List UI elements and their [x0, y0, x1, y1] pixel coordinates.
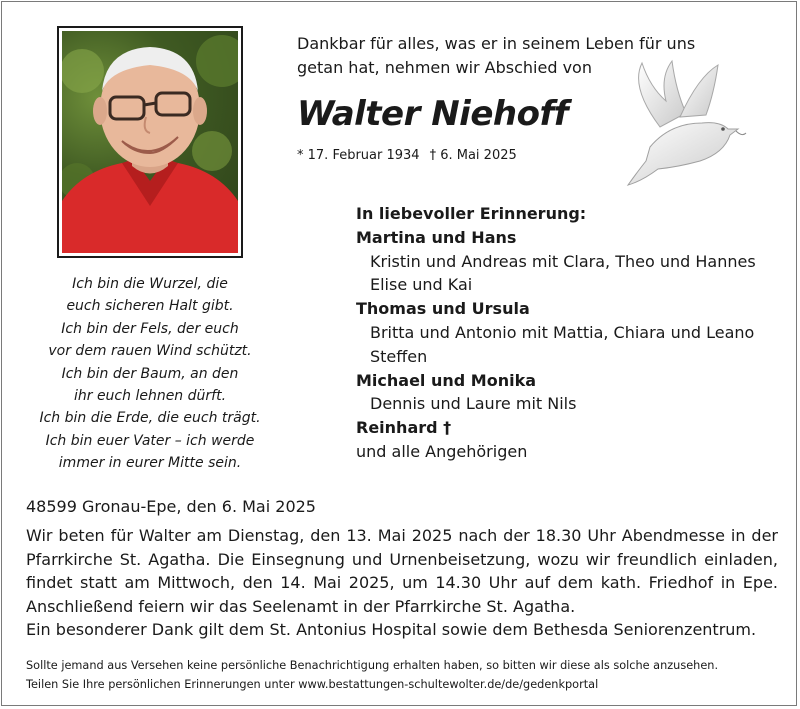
footer-line: Teilen Sie Ihre persönlichen Erinnerungen unter www.bestattungen-schultewolter.de/de/gedenkportal	[26, 678, 599, 691]
family-children: Steffen	[370, 346, 428, 366]
poem-line: Ich bin der Fels, der euch	[61, 320, 239, 337]
portrait-photo	[62, 31, 238, 253]
family-member: Reinhard †	[356, 418, 452, 438]
poem-line: ihr euch lehnen dürft.	[73, 388, 227, 405]
portrait-frame	[57, 26, 243, 258]
family-list	[356, 202, 756, 464]
life-dates	[297, 148, 517, 163]
footer-line: Sollte jemand aus Versehen keine persönliche Benachrichtigung erhalten haben, so bitten wir diese als solche anzusehen.	[26, 659, 719, 672]
family-children: Elise und Kai	[370, 275, 473, 295]
intro-line: getan hat, nehmen wir Abschied von	[297, 58, 592, 77]
poem-line: immer in eurer Mitte sein.	[58, 455, 242, 472]
footer-note	[26, 656, 718, 694]
family-children: Kristin und Andreas mit Clara, Theo und Hannes	[370, 251, 756, 271]
poem-line: vor dem rauen Wind schützt.	[48, 343, 252, 360]
poem-line: Ich bin euer Vater – ich werde	[45, 432, 255, 449]
poem-line: euch sicheren Halt gibt.	[66, 298, 234, 315]
place-date: 48599 Gronau-Epe, den 6. Mai 2025	[26, 497, 316, 516]
family-children: Britta und Antonio mit Mattia, Chiara und Leano	[370, 322, 755, 342]
deceased-name: Walter Niehoff	[297, 94, 569, 134]
obituary-notice	[1, 1, 797, 706]
family-member: Thomas und Ursula	[356, 299, 530, 319]
service-line: Wir beten für Walter am Dienstag, den 13. Mai 2025 nach der 18.30 Uhr Abendmesse in der	[26, 526, 778, 545]
intro-line: Dankbar für alles, was er in seinem Leben für uns	[297, 34, 696, 53]
birth-date: * 17. Februar 1934	[297, 148, 420, 163]
service-line: findet statt am Mittwoch, den 14. Mai 2025, um 14.30 Uhr auf dem kath. Friedhof in Epe.	[26, 573, 778, 592]
poem	[22, 273, 278, 475]
family-heading: In liebevoller Erinnerung:	[356, 204, 587, 223]
family-closing: und alle Angehörigen	[356, 441, 528, 461]
family-member: Martina und Hans	[356, 227, 517, 247]
family-member: Michael und Monika	[356, 370, 537, 390]
service-details	[26, 524, 778, 642]
poem-line: Ich bin die Wurzel, die	[72, 276, 228, 292]
poem-line: Ich bin der Baum, an den	[61, 365, 239, 382]
service-line: Pfarrkirche St. Agatha. Die Einsegnung und Urnenbeisetzung, wozu wir freundlich einladen,	[26, 549, 778, 569]
portrait-illustration	[62, 31, 238, 253]
family-children: Dennis und Laure mit Nils	[370, 394, 577, 414]
service-line: Ein besonderer Dank gilt dem St. Antonius Hospital sowie dem Bethesda Seniorenzentrum.	[26, 620, 757, 639]
death-date: † 6. Mai 2025	[429, 148, 517, 163]
dove-icon	[620, 57, 750, 192]
service-line: Anschließend feiern wir das Seelenamt in der Pfarrkirche St. Agatha.	[26, 596, 576, 616]
poem-line: Ich bin die Erde, die euch trägt.	[39, 410, 261, 427]
